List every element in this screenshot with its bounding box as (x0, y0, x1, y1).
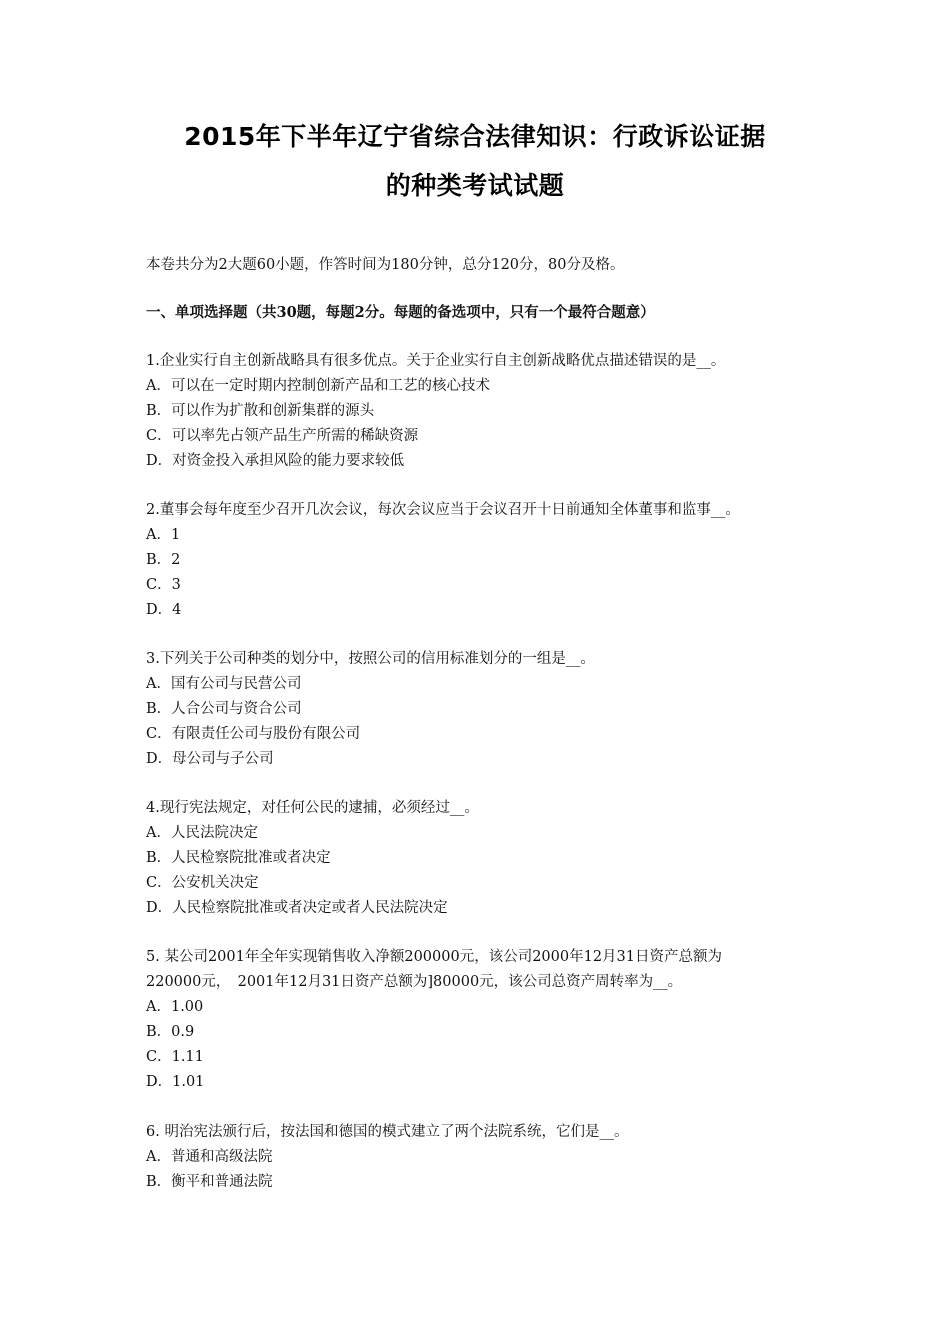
option-b: B．人民检察院批准或者决定 (146, 850, 331, 866)
option-d: D．母公司与子公司 (146, 751, 274, 767)
option-c: C．3 (146, 577, 181, 593)
question-3 (146, 647, 826, 772)
question-2 (146, 498, 826, 623)
option-a: A．1.00 (146, 999, 204, 1015)
option-b: B．人合公司与资合公司 (146, 701, 302, 717)
option-d: D．人民检察院批准或者决定或者人民法院决定 (146, 900, 448, 916)
option-d: D．1.01 (146, 1074, 205, 1090)
option-b: B．可以作为扩散和创新集群的源头 (146, 403, 375, 419)
option-a: A．1 (146, 527, 181, 543)
document-title-line1: 2015年下半年辽宁省综合法律知识：行政诉讼证据 (184, 122, 766, 151)
document-title-line2: 的种类考试试题 (385, 171, 565, 200)
question-text: 6. 明治宪法颁行后，按法国和德国的模式建立了两个法院系统，它们是__。 (146, 1124, 629, 1140)
question-text: 2.董事会每年度至少召开几次会议，每次会议应当于会议召开十日前通知全体董事和监事__。 (146, 502, 740, 518)
section-heading: 一、单项选择题（共30题，每题2分。每题的备选项中，只有一个最符合题意） (146, 304, 655, 321)
question-text-continued: 220000元， 2001年12月31日资产总额为]80000元，该公司总资产周转率为__。 (146, 974, 683, 990)
question-4 (146, 796, 826, 921)
option-b: B．2 (146, 552, 181, 568)
option-b: B．0.9 (146, 1024, 195, 1040)
option-b: B．衡平和普通法院 (146, 1174, 273, 1190)
option-d: D．4 (146, 602, 182, 618)
question-text: 1.企业实行自主创新战略具有很多优点。关于企业实行自主创新战略优点描述错误的是__。 (146, 353, 726, 369)
option-c: C．有限责任公司与股份有限公司 (146, 726, 361, 742)
question-text: 5. 某公司2001年全年实现销售收入净额200000元，该公司2000年12月31日资产总额为 (146, 949, 722, 965)
option-c: C．可以率先占领产品生产所需的稀缺资源 (146, 428, 419, 444)
question-1 (146, 349, 826, 474)
option-c: C．公安机关决定 (146, 875, 259, 891)
option-a: A．人民法院决定 (146, 825, 258, 841)
question-text: 4.现行宪法规定，对任何公民的逮捕，必须经过__。 (146, 800, 479, 816)
option-a: A．普通和高级法院 (146, 1149, 273, 1165)
option-a: A．国有公司与民营公司 (146, 676, 302, 692)
question-5 (146, 945, 826, 1095)
exam-intro: 本卷共分为2大题60小题，作答时间为180分钟，总分120分，80分及格。 (146, 257, 625, 273)
question-text: 3.下列关于公司种类的划分中，按照公司的信用标准划分的一组是__。 (146, 651, 595, 667)
option-d: D．对资金投入承担风险的能力要求较低 (146, 453, 405, 469)
option-c: C．1.11 (146, 1049, 204, 1065)
question-6 (146, 1120, 826, 1195)
option-a: A．可以在一定时期内控制创新产品和工艺的核心技术 (146, 378, 490, 394)
